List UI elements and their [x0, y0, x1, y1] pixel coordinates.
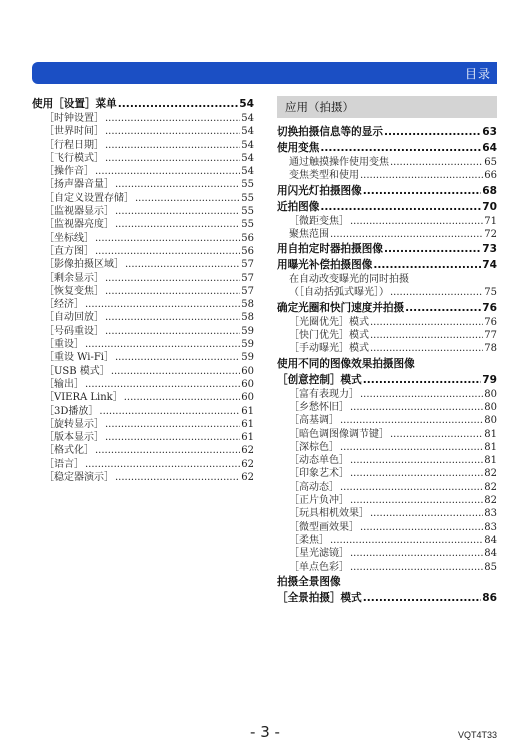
toc-entry-major[interactable]: [277, 140, 497, 156]
toc-entry-page: 68: [482, 184, 497, 197]
dot-leader: [350, 467, 483, 480]
dot-leader: [350, 454, 483, 467]
dot-leader: [340, 414, 483, 427]
toc-entry-page: 74: [482, 259, 497, 272]
toc-entry-sub[interactable]: [32, 418, 254, 431]
toc-entry-page: 81: [484, 455, 497, 467]
dot-leader: [405, 300, 481, 316]
toc-entry-sub[interactable]: [277, 401, 497, 414]
toc-entry-sub[interactable]: [277, 215, 497, 228]
toc-entry-page: 56: [241, 245, 254, 257]
toc-entry-sub[interactable]: [32, 311, 254, 324]
toc-entry-sub[interactable]: [277, 467, 497, 480]
toc-entry-page: 61: [241, 418, 254, 430]
dot-leader: [350, 494, 483, 507]
toc-entry-sub[interactable]: [277, 329, 497, 342]
toc-entry-page: 85: [484, 561, 497, 573]
toc-entry-title: ［影像拍摄区域］: [44, 259, 124, 271]
toc-entry-page: 57: [241, 272, 254, 284]
toc-entry-sub[interactable]: [32, 405, 254, 418]
toc-entry-major[interactable]: [277, 183, 497, 199]
toc-entry-page: 82: [484, 468, 497, 480]
toc-entry-title: ［恢复变焦］: [44, 285, 104, 297]
toc-entry-title: ［单点色彩］: [289, 561, 349, 573]
dot-leader: [85, 298, 240, 311]
toc-entry-title: ［号码重设］: [44, 325, 104, 337]
toc-entry-title: （［自动括弧式曝光］）: [289, 287, 389, 299]
dot-leader: [118, 96, 239, 112]
toc-entry-sub[interactable]: [32, 298, 254, 311]
toc-entry-title: ［3D播放］: [44, 405, 99, 417]
toc-entry-title: ［高基调］: [289, 415, 339, 427]
toc-entry-page: 58: [241, 299, 254, 311]
toc-entry-page: 71: [484, 215, 497, 227]
toc-entry-page: 78: [484, 343, 497, 355]
toc-entry-sub[interactable]: [32, 205, 254, 218]
toc-entry-title: ［自定义设置存储］: [44, 192, 134, 204]
toc-entry-title: ［玩具相机效果］: [289, 508, 369, 520]
dot-leader: [330, 228, 483, 241]
toc-entry-title: 切换拍摄信息等的显示: [277, 126, 383, 138]
dot-leader: [370, 342, 483, 355]
dot-leader: [390, 428, 483, 441]
toc-entry-title: ［手动曝光］模式: [289, 343, 369, 355]
dot-leader: [370, 329, 483, 342]
dot-leader: [330, 534, 483, 547]
toc-entry-title: ［自动回放］: [44, 312, 104, 324]
toc-entry-title: ［USB 模式］: [44, 365, 110, 377]
toc-entry-title: 近拍图像: [277, 200, 320, 213]
toc-entry-major[interactable]: [277, 257, 497, 273]
toc-entry-sub[interactable]: [32, 365, 254, 378]
toc-entry-page: 81: [484, 428, 497, 440]
toc-entry-major[interactable]: [32, 96, 254, 112]
dot-leader: [95, 245, 240, 258]
left-column-toc: [32, 96, 254, 484]
toc-entry-page: 55: [241, 192, 254, 204]
toc-entry-title: ［柔焦］: [289, 534, 329, 546]
toc-entry-sub[interactable]: [32, 325, 254, 338]
toc-entry-page: 72: [484, 228, 497, 240]
toc-entry-title: ［微型画效果］: [289, 521, 359, 533]
toc-entry-page: 61: [241, 405, 254, 417]
toc-entry-sub[interactable]: [32, 178, 254, 191]
toc-entry-page: 56: [241, 232, 254, 244]
right-column-entries: [277, 124, 497, 606]
toc-entry-title: ［监视器亮度］: [44, 219, 114, 231]
toc-entry-sub[interactable]: [277, 494, 497, 507]
dot-leader: [363, 183, 482, 199]
dot-leader: [105, 431, 240, 444]
dot-leader: [115, 471, 240, 484]
dot-leader: [105, 139, 240, 152]
toc-entry-sub[interactable]: [32, 139, 254, 152]
toc-entry-page: 76: [482, 301, 497, 314]
dot-leader: [105, 152, 240, 165]
model-code: VQT4T33: [457, 730, 497, 740]
toc-entry-title: 用曝光补偿拍摄图像: [277, 259, 373, 272]
toc-entry-page: 60: [241, 378, 254, 390]
toc-entry-title: 使用变焦: [277, 142, 320, 154]
dot-leader: [363, 372, 482, 388]
section-heading: 应用（拍摄）: [277, 96, 497, 118]
toc-entry-page: 70: [482, 200, 497, 213]
toc-entry-page: 57: [241, 259, 254, 271]
toc-entry-page: 65: [484, 157, 497, 168]
toc-entry-sub[interactable]: [32, 471, 254, 484]
toc-entry-page: 83: [484, 508, 497, 520]
toc-entry-page: 54: [241, 139, 254, 151]
toc-entry-title: ［版本显示］: [44, 432, 104, 444]
toc-entry-sub[interactable]: [32, 378, 254, 391]
toc-entry-page: 82: [484, 495, 497, 507]
toc-entry-sub[interactable]: [277, 547, 497, 560]
toc-entry-page: 84: [484, 534, 497, 546]
toc-entry-page: 80: [484, 415, 497, 427]
toc-entry-title: ［行程日期］: [44, 139, 104, 151]
toc-entry-page: 54: [241, 166, 254, 178]
toc-entry-title: 用自拍定时器拍摄图像: [277, 243, 383, 256]
header-bar: [32, 62, 497, 84]
toc-entry-title: 使用［设置］菜单: [32, 98, 117, 110]
toc-entry-page: 61: [241, 432, 254, 444]
dot-leader: [95, 165, 240, 178]
dot-leader: [360, 521, 483, 534]
toc-group-heading: 拍摄全景图像: [277, 575, 341, 588]
toc-entry-page: 60: [241, 365, 254, 377]
toc-entry-page: 79: [482, 373, 497, 386]
toc-entry-page: 59: [241, 339, 254, 351]
dot-leader: [360, 169, 483, 182]
dot-leader: [115, 351, 240, 364]
dot-leader: [373, 257, 481, 273]
toc-entry-sub[interactable]: [277, 454, 497, 467]
toc-group-heading: 使用不同的图像效果拍摄图像: [277, 357, 415, 370]
toc-entry-title: ［正片负冲］: [289, 495, 349, 507]
toc-entry-sub[interactable]: [277, 286, 497, 299]
contents-label[interactable]: 目录: [464, 67, 491, 81]
toc-entry-title: 聚焦范围: [289, 228, 329, 240]
toc-entry-page: 62: [241, 458, 254, 470]
dot-leader: [105, 418, 240, 431]
dot-leader: [85, 338, 240, 351]
dot-leader: [390, 156, 483, 169]
dot-leader: [105, 125, 240, 138]
toc-entry-sub[interactable]: [32, 218, 254, 231]
toc-entry-sub[interactable]: [277, 316, 497, 329]
toc-entry-page: 62: [241, 472, 254, 484]
toc-entry-sub[interactable]: [277, 388, 497, 401]
toc-entry-title: ［印象艺术］: [289, 468, 349, 480]
toc-entry-sub[interactable]: [277, 414, 497, 427]
toc-entry-sub[interactable]: [277, 156, 497, 169]
toc-entry-title: ［微距变焦］: [289, 215, 349, 227]
toc-entry-page: 64: [482, 142, 497, 154]
toc-entry-page: 54: [241, 126, 254, 138]
toc-entry-sub[interactable]: [32, 165, 254, 178]
toc-entry-title: ［直方图］: [44, 245, 94, 257]
toc-entry-title: ［输出］: [44, 378, 84, 390]
page-number: - 3 -: [250, 723, 280, 741]
toc-entry-title: ［富有表现力］: [289, 388, 359, 400]
toc-sub-heading: 在自动改变曝光的同时拍摄: [289, 274, 409, 286]
toc-entry-page: 54: [241, 152, 254, 164]
dot-leader: [350, 215, 483, 228]
toc-entry-title: ［飞行模式］: [44, 152, 104, 164]
dot-leader: [360, 388, 483, 401]
toc-entry-sub[interactable]: [277, 228, 497, 241]
toc-entry-title: 通过触摸操作使用变焦: [289, 157, 389, 168]
toc-entry-sub[interactable]: [32, 391, 254, 404]
toc-entry-page: 77: [484, 330, 497, 342]
toc-entry-sub[interactable]: [32, 112, 254, 125]
dot-leader: [124, 391, 241, 404]
toc-entry-major[interactable]: [277, 241, 497, 257]
toc-entry-title: ［监视器显示］: [44, 206, 114, 218]
toc-entry-title: ［快门优先］模式: [289, 330, 369, 342]
dot-leader: [135, 192, 240, 205]
toc-entry-sub[interactable]: [32, 192, 254, 205]
dot-leader: [320, 199, 481, 215]
toc-entry-sub[interactable]: [277, 169, 497, 182]
toc-entry-sub[interactable]: [32, 431, 254, 444]
dot-leader: [105, 285, 240, 298]
dot-leader: [99, 405, 240, 418]
toc-entry-title: 变焦类型和使用: [289, 170, 359, 182]
toc-entry-sub[interactable]: [277, 342, 497, 355]
dot-leader: [105, 272, 240, 285]
toc-entry-title: ［剩余显示］: [44, 272, 104, 284]
dot-leader: [340, 441, 483, 454]
dot-leader: [370, 507, 483, 520]
dot-leader: [390, 286, 483, 299]
dot-leader: [85, 458, 240, 471]
toc-entry-title: ［格式化］: [44, 445, 94, 457]
toc-entry-page: 75: [484, 287, 497, 299]
toc-entry-title: ［深棕色］: [289, 441, 339, 453]
toc-entry-page: 62: [241, 445, 254, 457]
toc-entry-title: ［旋转显示］: [44, 418, 104, 430]
toc-entry-sub[interactable]: [32, 338, 254, 351]
toc-entry-sub[interactable]: [277, 561, 497, 574]
toc-entry-sub[interactable]: [277, 481, 497, 494]
toc-entry-title: 用闪光灯拍摄图像: [277, 184, 362, 197]
dot-leader: [350, 561, 483, 574]
toc-entry-major[interactable]: [277, 590, 497, 606]
dot-leader: [105, 112, 240, 125]
toc-entry-title: ［坐标线］: [44, 232, 94, 244]
toc-entry-page: 59: [241, 325, 254, 337]
toc-entry-title: ［光圈优先］模式: [289, 316, 369, 328]
toc-entry-major[interactable]: [277, 199, 497, 215]
toc-entry-title: ［操作音］: [44, 166, 94, 178]
toc-entry-page: 54: [239, 98, 254, 110]
toc-entry-page: 81: [484, 441, 497, 453]
dot-leader: [350, 401, 483, 414]
toc-entry-page: 82: [484, 481, 497, 493]
toc-entry-major[interactable]: [277, 300, 497, 316]
dot-leader: [384, 124, 481, 140]
dot-leader: [115, 205, 240, 218]
dot-leader: [350, 547, 483, 560]
toc-entry-title: ［动态单色］: [289, 455, 349, 467]
dot-leader: [95, 232, 240, 245]
toc-entry-sub[interactable]: [32, 272, 254, 285]
toc-entry-sub[interactable]: [32, 351, 254, 364]
toc-entry-page: 60: [241, 392, 254, 404]
dot-leader: [115, 178, 240, 191]
dot-leader: [105, 325, 240, 338]
toc-entry-sub[interactable]: [32, 125, 254, 138]
toc-entry-title: ［乡愁怀旧］: [289, 401, 349, 413]
dot-leader: [115, 218, 240, 231]
toc-entry-page: 86: [482, 591, 497, 604]
toc-entry-title: ［重设］: [44, 339, 84, 351]
toc-entry-title: ［全景拍摄］模式: [277, 591, 362, 604]
toc-entry-page: 84: [484, 548, 497, 560]
dot-leader: [384, 241, 481, 257]
toc-entry-title: ［星光滤镜］: [289, 548, 349, 560]
toc-entry-page: 83: [484, 521, 497, 533]
toc-entry-sub[interactable]: [32, 444, 254, 457]
toc-entry-sub[interactable]: [277, 534, 497, 547]
toc-entry-page: 55: [241, 206, 254, 218]
toc-entry-title: ［扬声器音量］: [44, 179, 114, 191]
toc-entry-title: ［暗色调图像调节键］: [289, 428, 389, 440]
toc-entry-page: 55: [241, 179, 254, 191]
toc-entry-sub[interactable]: [32, 245, 254, 258]
dot-leader: [125, 258, 240, 271]
toc-entry-sub[interactable]: [32, 285, 254, 298]
toc-entry-title: ［VIERA Link］: [44, 392, 123, 404]
toc-entry-sub[interactable]: [32, 152, 254, 165]
toc-entry-page: 73: [482, 243, 497, 256]
toc-entry-title: 确定光圈和快门速度并拍摄: [277, 301, 405, 314]
toc-entry-title: ［高动态］: [289, 481, 339, 493]
dot-leader: [370, 316, 483, 329]
toc-entry-page: 55: [241, 219, 254, 231]
toc-entry-sub[interactable]: [277, 507, 497, 520]
toc-entry-title: ［时钟设置］: [44, 113, 104, 124]
toc-entry-page: 63: [482, 126, 497, 138]
toc-entry-sub[interactable]: [277, 428, 497, 441]
toc-entry-title: ［创意控制］模式: [277, 373, 362, 386]
toc-entry-major[interactable]: [277, 372, 497, 388]
toc-entry-sub[interactable]: [277, 441, 497, 454]
toc-entry-page: 66: [484, 170, 497, 182]
toc-entry-page: 80: [484, 401, 497, 413]
dot-leader: [340, 481, 483, 494]
toc-entry-title: ［经济］: [44, 299, 84, 311]
dot-leader: [363, 590, 482, 606]
toc-entry-sub[interactable]: [32, 258, 254, 271]
toc-entry-major[interactable]: [277, 124, 497, 140]
toc-entry-sub[interactable]: [32, 232, 254, 245]
toc-entry-page: 58: [241, 312, 254, 324]
dot-leader: [320, 140, 481, 156]
right-column-toc: [277, 96, 497, 606]
toc-entry-page: 59: [241, 352, 254, 364]
dot-leader: [111, 365, 240, 378]
dot-leader: [105, 311, 240, 324]
toc-entry-page: 76: [484, 316, 497, 328]
toc-entry-sub[interactable]: [32, 458, 254, 471]
toc-entry-page: 54: [241, 113, 254, 124]
toc-entry-sub[interactable]: [277, 521, 497, 534]
dot-leader: [95, 444, 240, 457]
toc-entry-title: ［语言］: [44, 458, 84, 470]
toc-entry-title: ［世界时间］: [44, 126, 104, 138]
toc-entry-page: 80: [484, 388, 497, 400]
toc-entry-page: 57: [241, 285, 254, 297]
dot-leader: [85, 378, 240, 391]
toc-entry-title: ［稳定器演示］: [44, 472, 114, 484]
toc-entry-title: ［重设 Wi-Fi］: [44, 352, 114, 364]
